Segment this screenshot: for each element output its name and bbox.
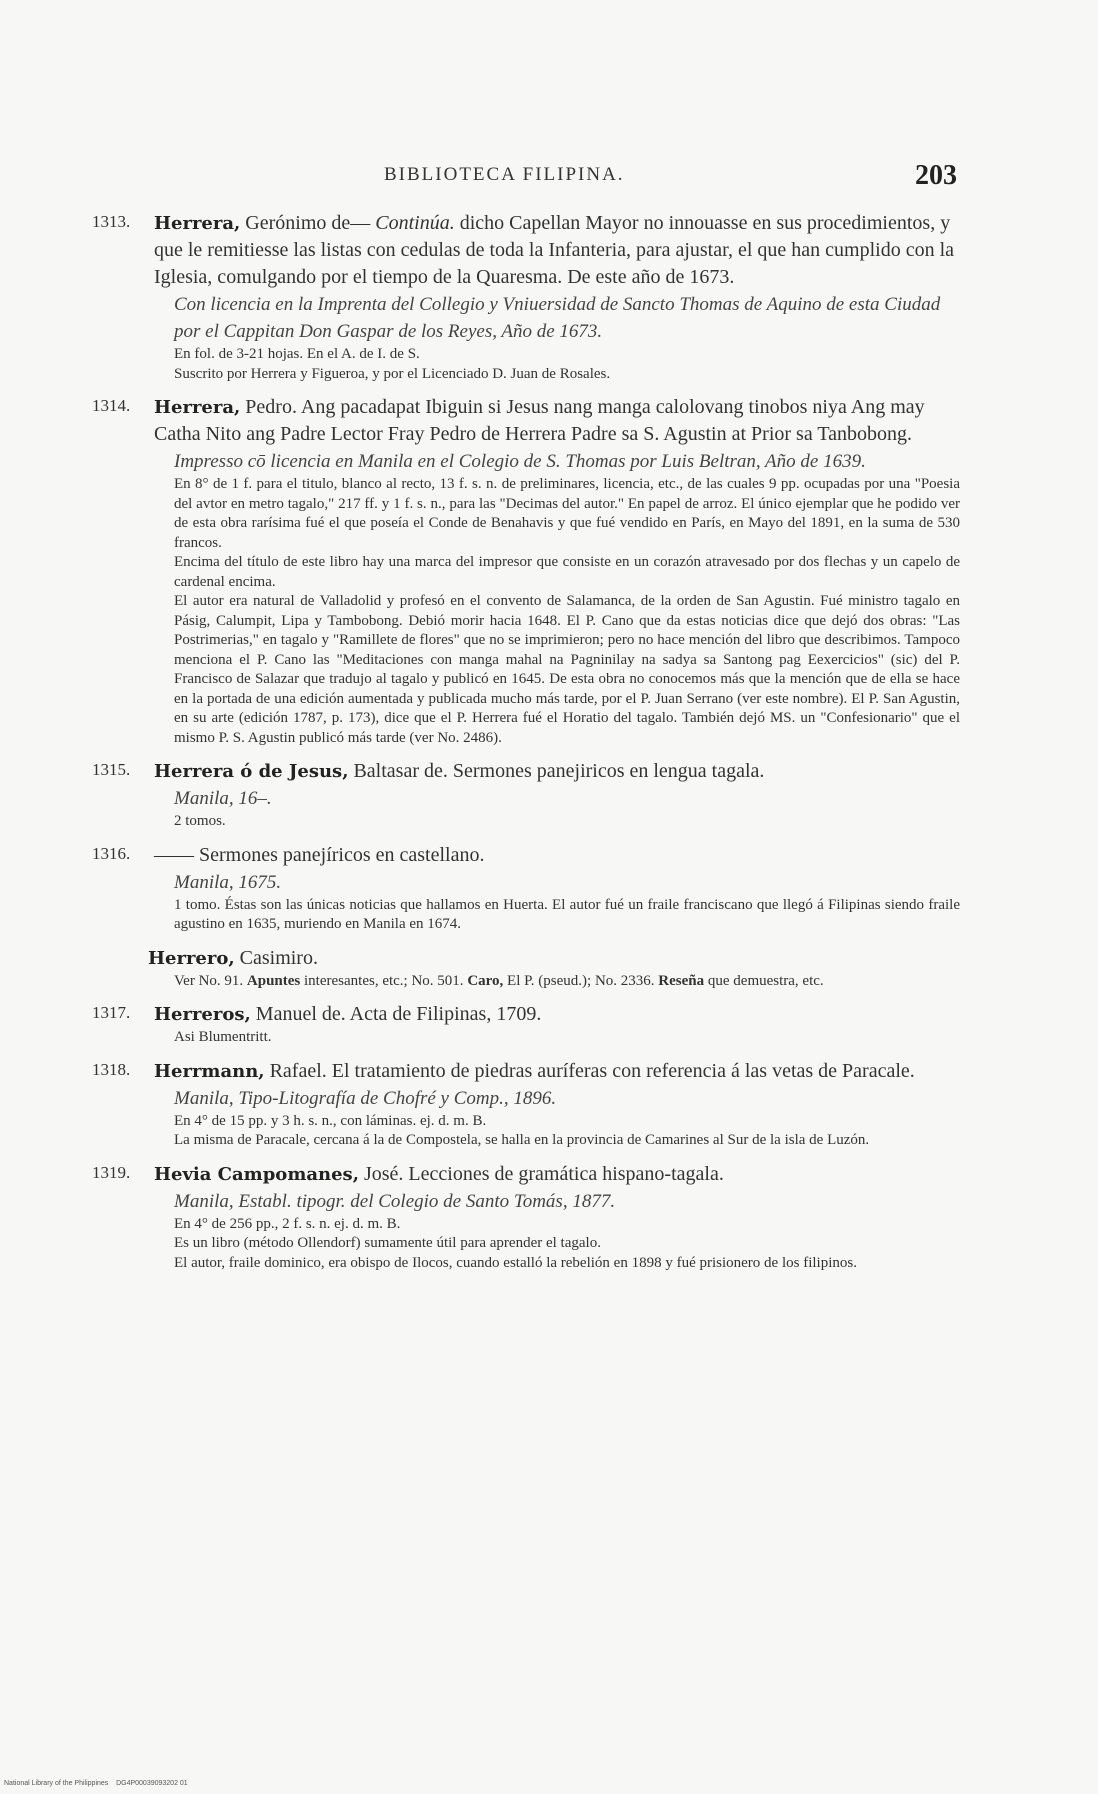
entry-number: 1316.: [92, 843, 131, 863]
entry-author: Herrera,: [154, 397, 241, 418]
note-paragraph: El autor era natural de Valladolid y profesó en el convento de Salamanca, de la orden de San Agustin. Fué ministro tagalo en Pásig, Calumpit, Lipa y Tambobong. Debió morir hacia 1648. El P. Cano que da estas noticias dice que dejó dos obras: "Las Postrimerias," en tagalo y "Ramillete de flores" que no se imprimieron; pero no hace mención del libro que describimos. Tampoco menciona el P. Cano las "Meditaciones con manga mahal na Pagninilay na sadya sa Santong pag Eexercicios" (sic) del P. Francisco de Salazar que tradujo al tagalo y publicó en 1645. De esta obra no conocemos más que la mención que de ella se hace en la portada de una edición aumentada y publicada mucho más tarde, por el P. Juan Serrano (ver este nombre). El P. San Agustin, en su arte (edición 1787, p. 173), dice que el P. Herrera fué el Horatio del tagalo. También dejó MS. un "Confesionario" que el mismo P. S. Agustin publicó más tarde (ver No. 2486).: [174, 593, 960, 746]
entry-author-rest: Casimiro.: [239, 946, 318, 969]
note-line: Asi Blumentritt.: [174, 1029, 272, 1045]
entry-author: Herrmann,: [154, 1060, 265, 1082]
entry-author-rest: Baltasar de.: [353, 760, 448, 782]
entry-text: Acta de Filipinas, 1709.: [349, 1003, 542, 1025]
entry-herrero: [92, 945, 960, 992]
ref-text: El P. (pseud.); No. 2336.: [507, 972, 655, 989]
entry-author: Herrero,: [148, 947, 235, 969]
entry-notes: [174, 475, 960, 748]
ref-text: que demuestra, etc.: [707, 972, 824, 989]
page-content: [92, 210, 960, 1283]
entry-text: El tratamiento de piedras auríferas con referencia á las vetas de Paracale.: [331, 1059, 915, 1082]
entry-lead: [154, 842, 960, 869]
entry-lead: [154, 1001, 960, 1028]
note-paragraph: En 8° de 1 f. para el titulo, blanco al recto, 13 f. s. n. de preliminares, licencia, etc., de las cuales 9 pp. ocupadas por una "Poesia del avtor en metro tagalo," 217 ff. y 1 f. s. n., para las "Decimas del autor." En papel de arroz. El único ejemplar que he podido ver de esta obra rarísima fué el que poseía el Conde de Benahavis y que fué vendido en París, en Mayo del 1891, en la suma de 530 francos.: [174, 476, 960, 551]
entry-imprint: Impresso cō licencia en Manila en el Colegio de S. Thomas por Luis Beltran, Año de 1639.: [174, 451, 866, 472]
entry-imprint: Con licencia en la Imprenta del Collegio y Vniuersidad de Sancto Thomas de Aquino de esta Ciudad por el Cappitan Don Gaspar de los Reyes, Año de 1673.: [174, 294, 941, 342]
entry-author-rest: Rafael.: [269, 1059, 327, 1082]
entry-lead: [154, 758, 960, 785]
ditto-dash: ——: [154, 843, 194, 866]
entry-1313: [92, 210, 960, 384]
entry-lead: [154, 394, 960, 448]
entry-text: Sermones panejiricos en lengua tagala.: [452, 760, 765, 782]
entry-number: 1315.: [92, 760, 131, 779]
entry-author: Hevia Campomanes,: [154, 1163, 359, 1185]
entry-1318: [92, 1058, 960, 1151]
note-line: Es un libro (método Ollendorf) sumamente útil para aprender el tagalo.: [174, 1235, 601, 1251]
entry-imprint: Manila, Tipo-Litografía de Chofré y Comp., 1896.: [174, 1087, 557, 1109]
entry-lead: [154, 1161, 960, 1188]
note-line: En 4° de 256 pp., 2 f. s. n. ej. d. m. B.: [174, 1215, 401, 1232]
continued-label: Continúa.: [375, 212, 455, 234]
entry-notes: [174, 1028, 960, 1048]
note-line: 2 tomos.: [174, 813, 226, 829]
note-line: Suscrito por Herrera y Figueroa, y por el Licenciado D. Juan de Rosales.: [174, 365, 611, 382]
entry-imprint: Manila, 16–.: [174, 788, 272, 809]
entry-text: dicho Capellan Mayor no innouasse en sus procedimientos, y que le remitiesse las listas con cedulas de toda la Infanteria, para ajustar, el que han cumplido con la Iglesia, comulgando por el tiempo de la Quaresma. De este año de 1673.: [154, 212, 955, 288]
entry-lead: [154, 1058, 960, 1085]
running-title: BIBLIOTECA FILIPINA.: [384, 164, 625, 185]
library-credit: National Library of the Philippines: [4, 1780, 109, 1787]
entry-notes: [174, 972, 960, 992]
note-paragraph: 1 tomo. Éstas son las únicas noticias que hallamos en Huerta. El autor fué un fraile franciscano que llegó á Filipinas siendo fraile agustino en 1635, muriendo en Manila en 1674.: [174, 896, 960, 932]
entry-number: 1314.: [92, 396, 131, 415]
entry-number: 1313.: [92, 212, 131, 231]
entry-author: Herrera,: [154, 213, 241, 234]
entry-author-rest: José.: [363, 1162, 404, 1185]
see-prefix: Ver No. 91.: [174, 972, 244, 989]
note-paragraph: Encima del título de este libro hay una marca del impresor que consiste en un corazón atravesado por dos flechas y un capelo de cardenal encima.: [174, 554, 960, 590]
entry-author-rest: Manuel de.: [255, 1003, 346, 1025]
entry-lead: [148, 945, 960, 972]
entry-notes: [174, 345, 960, 384]
entry-imprint: Manila, Establ. tipogr. del Colegio de Santo Tomás, 1877.: [174, 1190, 616, 1212]
entry-1317: [92, 1001, 960, 1048]
ref-text: interesantes, etc.; No. 501.: [304, 972, 464, 989]
scan-footer: [4, 1780, 188, 1787]
entry-lead: [154, 210, 960, 291]
entry-number: 1317.: [92, 1003, 131, 1022]
note-line: En 4° de 15 pp. y 3 h. s. n., con láminas. ej. d. m. B.: [174, 1112, 487, 1129]
entry-number: 1318.: [92, 1059, 131, 1079]
page-number: 203: [915, 160, 957, 191]
entry-notes: [174, 896, 960, 935]
entry-notes: [174, 812, 960, 832]
entry-imprint: Manila, 1675.: [174, 871, 282, 893]
note-line: En fol. de 3-21 hojas. En el A. de I. de S.: [174, 346, 420, 362]
entry-author-rest: Pedro.: [245, 396, 297, 418]
scan-code: DG4P00039093202 01: [116, 1780, 188, 1787]
entry-author-rest: Gerónimo de—: [245, 212, 371, 234]
entry-1319: [92, 1161, 960, 1274]
note-paragraph: La misma de Paracale, cercana á la de Compostela, se halla en la provincia de Camarines al Sur de la isla de Luzón.: [174, 1132, 870, 1148]
ref-title-bold: Caro,: [467, 972, 504, 989]
ref-title-bold: Reseña: [658, 972, 705, 989]
entry-1316: [92, 842, 960, 935]
entry-text: Ang pacadapat Ibiguin si Jesus nang manga calolovang tinobos niya Ang may Catha Nito ang Padre Lector Fray Pedro de Herrera Padre sa S. Agustin at Prior sa Tanbobong.: [154, 396, 925, 445]
entry-1314: [92, 394, 960, 748]
note-paragraph: El autor, fraile dominico, era obispo de Ilocos, cuando estalló la rebelión en 1898 y fué prisionero de los filipinos.: [174, 1254, 857, 1271]
entry-author: Herrera ó de Jesus,: [154, 761, 349, 782]
entry-text: Sermones panejíricos en castellano.: [199, 843, 485, 866]
entry-number: 1319.: [92, 1162, 131, 1182]
cross-reference: [174, 972, 960, 992]
entry-notes: [174, 1215, 960, 1274]
entry-author: Herreros,: [154, 1004, 251, 1025]
entry-1315: [92, 758, 960, 832]
entry-notes: [174, 1112, 960, 1151]
ref-title-bold: Apuntes: [246, 972, 301, 989]
entry-text: Lecciones de gramática hispano-tagala.: [408, 1162, 724, 1185]
